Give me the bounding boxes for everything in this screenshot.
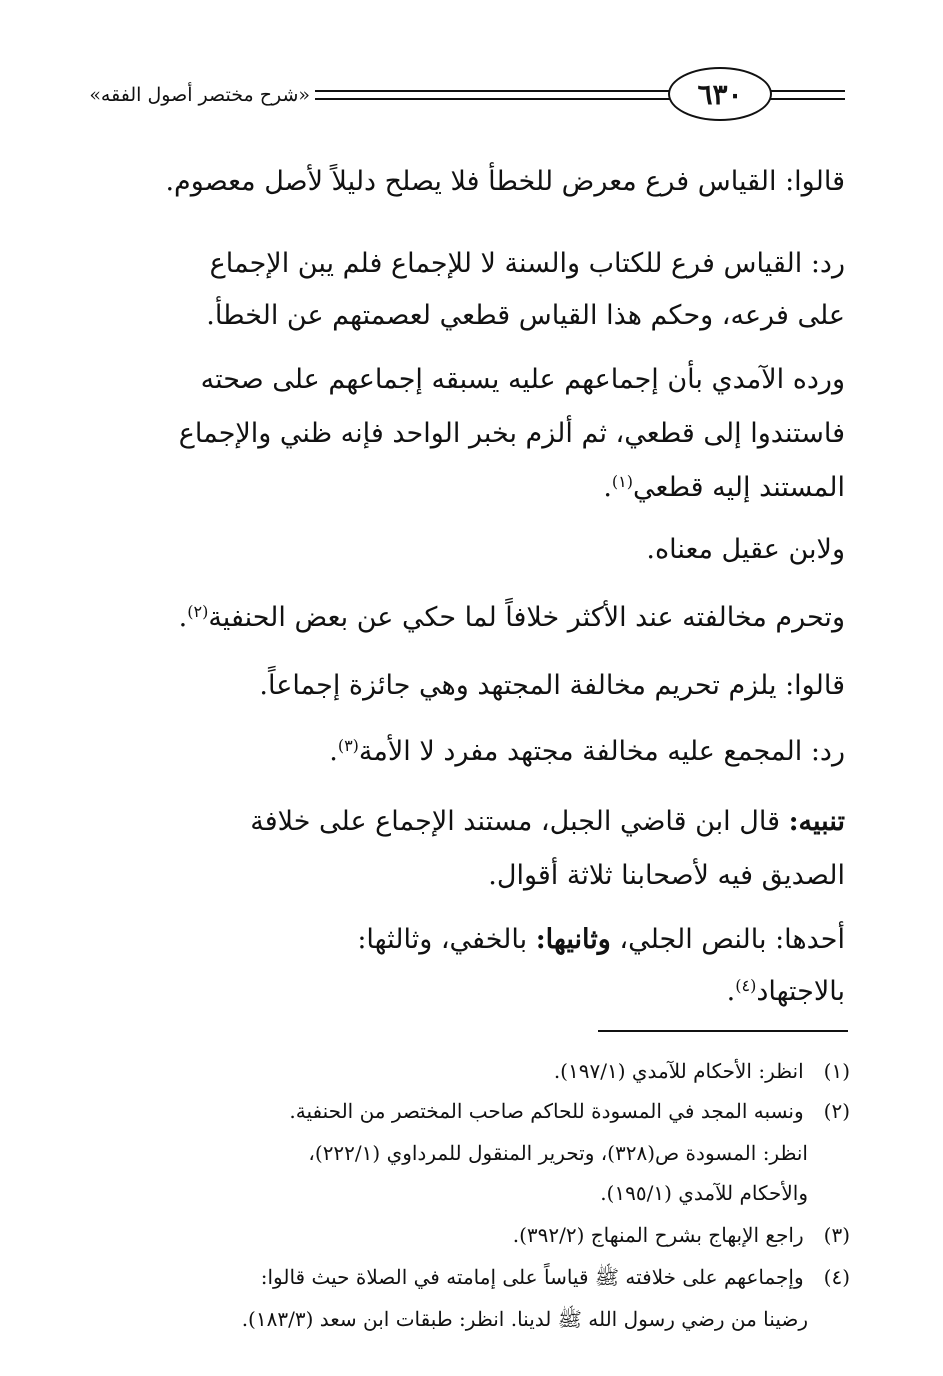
footnote-ref-2: (٢)	[187, 602, 209, 621]
footnote-separator	[598, 1030, 848, 1032]
footnote-4-line-1	[90, 1258, 850, 1296]
paragraph-4: ولابن عقيل معناه.	[646, 534, 845, 565]
footnote-ref-3: (٣)	[337, 736, 359, 755]
paragraph-8-line-2: الصديق فيه لأصحابنا ثلاثة أقوال.	[488, 860, 845, 891]
footnote-4-line-2: رضينا من رضي رسول الله ﷺ لدينا. انظر: طبقات ابن سعد (١٨٣/٣).	[241, 1307, 808, 1331]
footnote-number: (٣)	[823, 1223, 850, 1247]
paragraph-2-line-2: على فرعه، وحكم هذا القياس قطعي لعصمتهم عن الخطأ.	[206, 300, 845, 331]
header-rule-top-left	[315, 90, 670, 92]
paragraph-7: رد: المجمع عليه مخالفة مجتهد مفرد لا الأمة$^{(٣)}$.	[329, 736, 845, 767]
paragraph-3-line-1: ورده الآمدي بأن إجماعهم عليه يسبقه إجماعهم على صحته	[200, 364, 845, 395]
paragraph-3-line-2: فاستندوا إلى قطعي، ثم ألزم بخبر الواحد فإنه ظني والإجماع	[178, 418, 845, 449]
page-number: ٦٣٠	[697, 77, 743, 111]
footnote-number: (٢)	[823, 1099, 850, 1123]
page-header	[90, 62, 845, 132]
footnote-number: (١)	[823, 1059, 850, 1083]
paragraph-9-bold: وثانيها:	[535, 924, 611, 955]
footnote-1	[90, 1052, 850, 1090]
header-rule-top-right	[770, 90, 845, 92]
paragraph-9-text-c: بالاجتهاد	[756, 976, 845, 1007]
footnote-3	[90, 1216, 850, 1254]
footnote-text: راجع الإبهاج بشرح المنهاج (٣٩٢/٢).	[512, 1223, 804, 1247]
footnote-ref-1: (١)	[611, 472, 633, 491]
notice-label: تنبيه:	[788, 806, 845, 837]
footnote-ref-4: (٤)	[735, 976, 757, 995]
running-title: «شرح مختصر أصول الفقه»	[89, 84, 310, 106]
paragraph-9-text-b: بالخفي، وثالثها:	[357, 924, 528, 955]
footnote-text: وإجماعهم على خلافته ﷺ قياساً على إمامته في الصلاة حيث قالوا:	[260, 1265, 804, 1289]
footnote-text: ونسبه المجد في المسودة للحاكم صاحب المختصر من الحنفية.	[289, 1099, 804, 1123]
page-number-oval	[668, 67, 772, 121]
paragraph-8-text: قال ابن قاضي الجبل، مستند الإجماع على خلافة	[250, 806, 780, 837]
paragraph-1: قالوا: القياس فرع معرض للخطأ فلا يصلح دليلاً لأصل معصوم.	[165, 166, 845, 197]
header-rule-bottom-right	[770, 98, 845, 100]
paragraph-7-text: رد: المجمع عليه مخالفة مجتهد مفرد لا الأمة	[358, 736, 845, 767]
paragraph-3-text: المستند إليه قطعي	[633, 472, 845, 503]
header-rule-bottom-left	[315, 98, 670, 100]
paragraph-9-text-a: أحدها: بالنص الجلي،	[619, 924, 845, 955]
paragraph-5: وتحرم مخالفته عند الأكثر خلافاً لما حكي عن بعض الحنفية$^{(٢)}$.	[178, 602, 845, 633]
paragraph-6: قالوا: يلزم تحريم مخالفة المجتهد وهي جائزة إجماعاً.	[259, 670, 845, 701]
paragraph-5-text: وتحرم مخالفته عند الأكثر خلافاً لما حكي عن بعض الحنفية	[208, 602, 845, 633]
paragraph-9-line-2: بالاجتهاد$^{(٤)}$.	[726, 976, 845, 1007]
paragraph-2-line-1: رد: القياس فرع للكتاب والسنة لا للإجماع فلم يبن الإجماع	[209, 248, 845, 279]
paragraph-3-line-3: المستند إليه قطعي$^{(١)}$.	[603, 472, 845, 503]
footnote-2-line-2: انظر: المسودة ص(٣٢٨)، وتحرير المنقول للمرداوي (٢٢٢/١)،	[308, 1141, 808, 1165]
footnote-2-line-1	[90, 1092, 850, 1130]
footnote-text: انظر: الأحكام للآمدي (١٩٧/١).	[553, 1059, 804, 1083]
footnote-2-line-3: والأحكام للآمدي (١٩٥/١).	[600, 1181, 808, 1205]
footnote-number: (٤)	[823, 1265, 850, 1289]
